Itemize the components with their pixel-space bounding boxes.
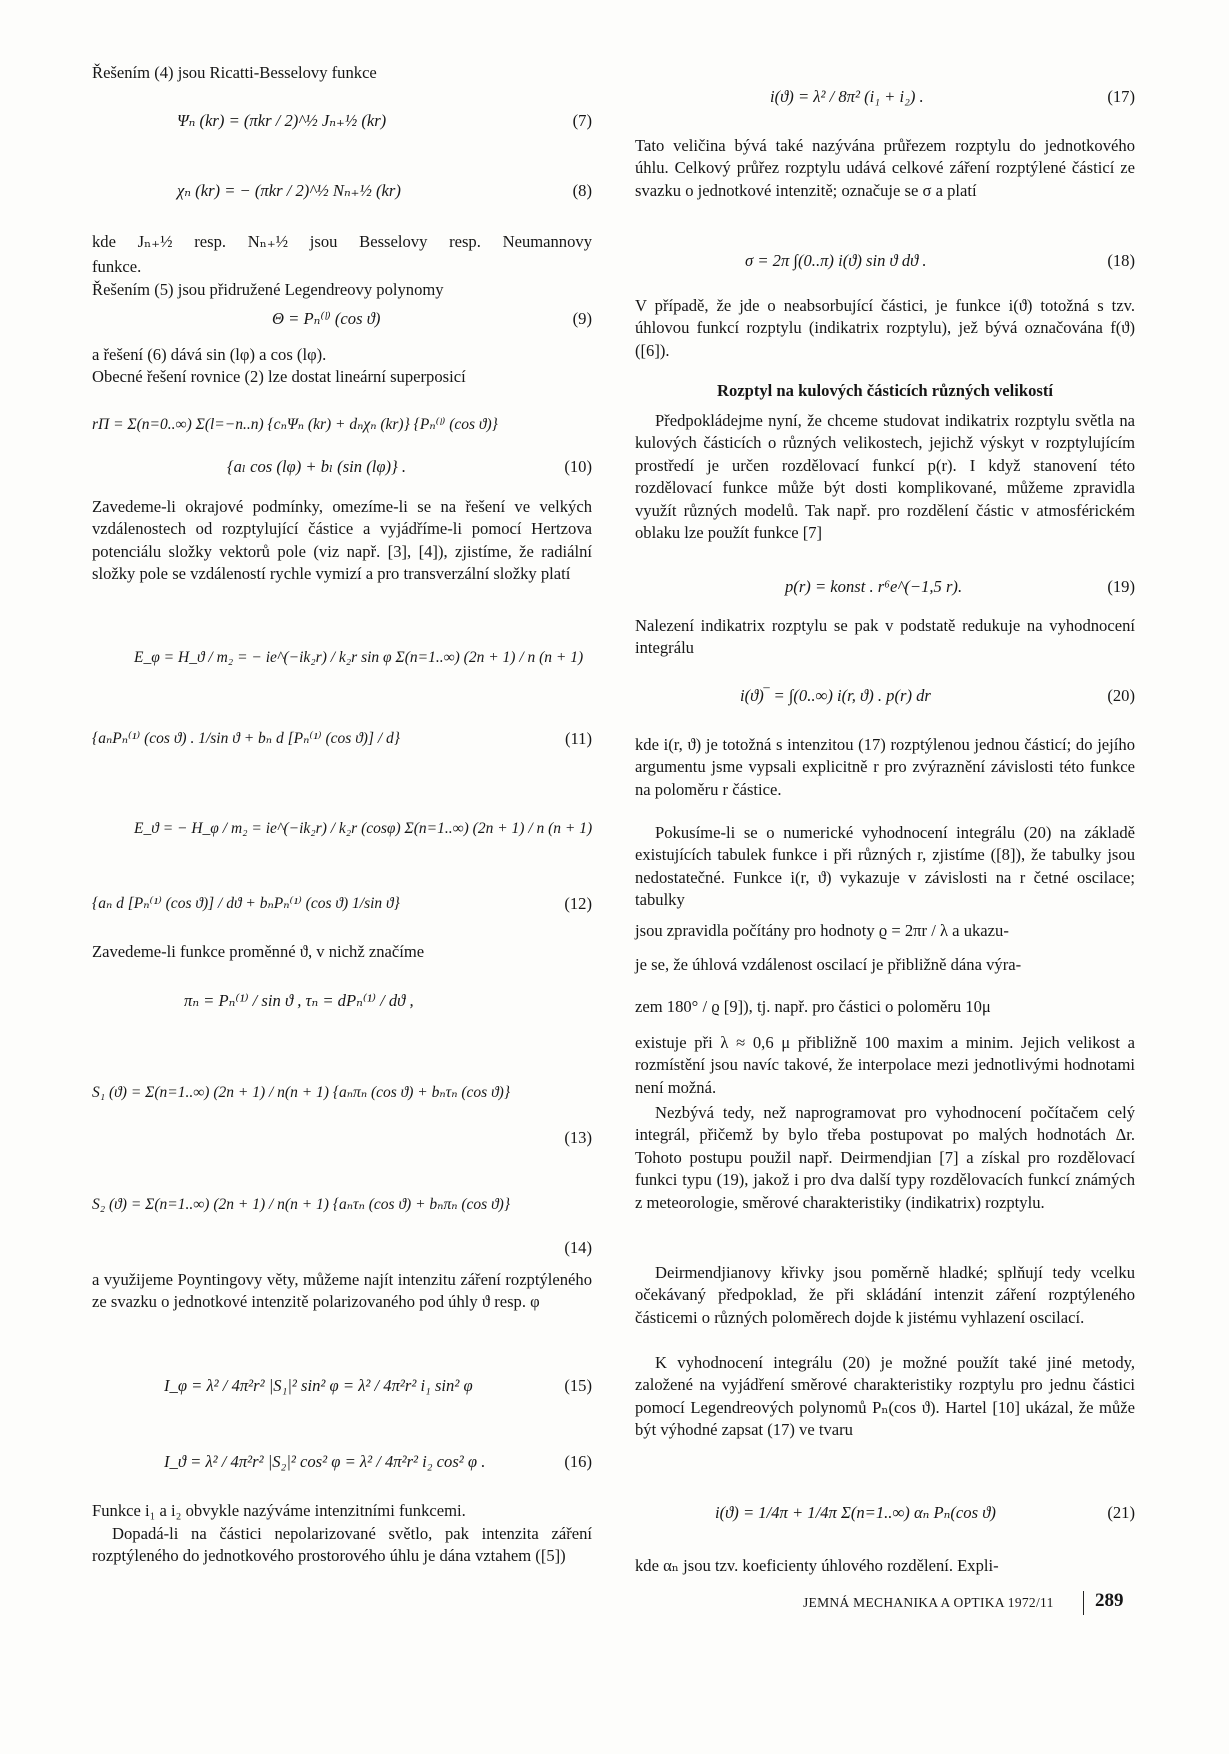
equation-18: σ = 2π ∫(0..π) i(ϑ) sin ϑ dϑ . (745, 251, 927, 270)
equation-number: (16) (564, 1452, 592, 1471)
paragraph: a využijeme Poyntingovy věty, můžeme najít intenzitu záření rozptýleného ze svazku o jednotkové intenzitě polarizovaného pod úhly ϑ resp. φ (92, 1270, 592, 1312)
paragraph-line: zem 180° / ϱ [9]), tj. např. pro částici o poloměru 10μ (635, 997, 991, 1016)
equation-pi-tau: πₙ = Pₙ⁽¹⁾ / sin ϑ , τₙ = dPₙ⁽¹⁾ / dϑ , (184, 991, 414, 1010)
equation-number: (18) (1107, 251, 1135, 270)
paragraph: Dopadá-li na částici nepolarizované světlo, pak intenzita záření rozptýleného do jednotkového prostorového úhlu je dána vztahem ([5]) (92, 1524, 592, 1566)
equation-number: (13) (564, 1128, 592, 1147)
paragraph: Funkce i₁ a i₂ obvykle nazýváme intenzitními funkcemi. (92, 1501, 466, 1520)
paragraph: kde i(r, ϑ) je totožná s intenzitou (17) rozptýlenou jednou částicí; do jejího argumentu jsme vypsali explicitně r pro zvýraznění závislosti této funkce na poloměru r částice. (635, 735, 1135, 799)
equation-12-continued: {aₙ d [Pₙ⁽¹⁾ (cos ϑ)] / dϑ + bₙPₙ⁽¹⁾ (cos ϑ) 1/sin ϑ} (92, 895, 400, 912)
paragraph: Tato veličina bývá také nazývána průřezem rozptylu do jednotkového úhlu. Celkový průřez rozptylu udává celkové záření rozptýlené částicí ze svazku o jednotkové intenzitě; označuje se σ a platí (635, 136, 1135, 200)
paragraph: a řešení (6) dává sin (lφ) a cos (lφ). (92, 345, 327, 364)
equation-7: Ψₙ (kr) = (πkr / 2)^½ Jₙ₊½ (kr) (177, 111, 387, 130)
paragraph-line: jsou zpravidla počítány pro hodnoty ϱ = 2πr / λ a ukazu- (635, 921, 1009, 940)
paragraph: Deirmendjianovy křivky jsou poměrně hladké; splňují tedy vcelku očekávaný předpoklad, že při skládání intenzit záření rozptýleného částicemi o různých poloměrech dojde k jistému vyhlazení oscilací. (635, 1263, 1135, 1327)
paragraph: Řešením (5) jsou přidružené Legendreovy polynomy (92, 280, 444, 299)
equation-number: (7) (572, 111, 592, 130)
paragraph: Nezbývá tedy, než naprogramovat pro vyhodnocení počítačem celý integrál, přičemž by bylo třeba postupovat po malých hodnotách Δr. Tohoto postupu použil např. Deirmendjian [7] a získal pro rozdělovací funkci typu (19), jakož i pro dva další typy rozdělovacích funkcí známých z meteorologie, směrové charakteristiky (indikatrix) rozptylu. (635, 1103, 1135, 1212)
equation-9: Θ = Pₙ⁽ˡ⁾ (cos ϑ) (272, 309, 381, 328)
paragraph: kde αₙ jsou tzv. koeficienty úhlového rozdělení. Expli- (635, 1556, 999, 1575)
equation-16: I_ϑ = λ² / 4π²r² |S₂|² cos² φ = λ² / 4π²r² i₂ cos² φ . (164, 1452, 486, 1471)
equation-10: rΠ = Σ(n=0..∞) Σ(l=−n..n) {cₙΨₙ (kr) + dₙχₙ (kr)} {Pₙ⁽ˡ⁾ (cos ϑ)} (92, 416, 498, 433)
footer-divider (1083, 1591, 1084, 1615)
paragraph: V případě, že jde o neabsorbující částici, je funkce i(ϑ) totožná s tzv. úhlovou funkcí rozptylu (indikatrix rozptylu), jež bývá označována f(ϑ) ([6]). (635, 296, 1135, 360)
equation-number: (17) (1107, 87, 1135, 106)
equation-15: I_φ = λ² / 4π²r² |S₁|² sin² φ = λ² / 4π²r² i₁ sin² φ (164, 1376, 473, 1395)
section-heading: Rozptyl na kulových částicích různých velikostí (716, 381, 1054, 400)
paragraph: Nalezení indikatrix rozptylu se pak v podstatě redukuje na vyhodnocení integrálu (635, 616, 1135, 658)
equation-11-continued: {aₙPₙ⁽¹⁾ (cos ϑ) . 1/sin ϑ + bₙ d [Pₙ⁽¹⁾ (cos ϑ)] / d} (92, 730, 400, 747)
equation-number: (15) (564, 1376, 592, 1395)
equation-17: i(ϑ) = λ² / 8π² (i₁ + i₂) . (770, 87, 924, 106)
paragraph-line: je se, že úhlová vzdálenost oscilací je přibližně dána výra- (635, 955, 1022, 974)
equation-number: (10) (564, 457, 592, 476)
paragraph: Obecné řešení rovnice (2) lze dostat lineární superposicí (92, 367, 466, 386)
equation-number: (20) (1107, 686, 1135, 705)
paragraph: Řešením (4) jsou Ricatti-Besselovy funkce (92, 63, 377, 82)
page-number: 289 (1095, 1590, 1124, 1611)
equation-19: p(r) = konst . r⁶e^(−1,5 r). (785, 577, 963, 596)
equation-20: i(ϑ)‾ = ∫(0..∞) i(r, ϑ) . p(r) dr (740, 686, 931, 705)
equation-number: (8) (572, 181, 592, 200)
equation-number: (21) (1107, 1503, 1135, 1522)
paragraph: Pokusíme-li se o numerické vyhodnocení integrálu (20) na základě existujících tabulek funkce i při různých r, zjistíme ([8]), že tabulky jsou nedostatečné. Funkce i(r, ϑ) vykazuje v závislosti na r četné oscilace; tabulky (635, 823, 1135, 910)
equation-number: (12) (564, 894, 592, 913)
paragraph: Zavedeme-li funkce proměnné ϑ, v nichž značíme (92, 942, 425, 961)
paragraph: kde Jₙ₊½ resp. Nₙ₊½ jsou Besselovy resp. Neumannovy (92, 232, 592, 251)
equation-number: (19) (1107, 577, 1135, 596)
equation-number: (9) (572, 309, 592, 328)
equation-21: i(ϑ) = 1/4π + 1/4π Σ(n=1..∞) αₙ Pₙ(cos ϑ) (715, 1503, 996, 1522)
equation-11: E_φ = H_ϑ / m₂ = − ie^(−ik₂r) / k₂r sin φ Σ(n=1..∞) (2n + 1) / n (n + 1) (134, 649, 584, 666)
equation-13: S₁ (ϑ) = Σ(n=1..∞) (2n + 1) / n(n + 1) {aₙπₙ (cos ϑ) + bₙτₙ (cos ϑ)} (92, 1084, 511, 1101)
equation-12: E_ϑ = − H_φ / m₂ = ie^(−ik₂r) / k₂r (cosφ) Σ(n=1..∞) (2n + 1) / n (n + 1) (134, 820, 593, 837)
paragraph: funkce. (92, 257, 142, 276)
paragraph: K vyhodnocení integrálu (20) je možné použít také jiné metody, založené na vyjádření směrové charakteristiky rozptylu pro jednu částici pomocí Legendreových polynomů Pₙ(cos ϑ). Hartel [10] ukázal, že může být výhodné zapsat (17) ve tvaru (635, 1353, 1135, 1440)
equation-14: S₂ (ϑ) = Σ(n=1..∞) (2n + 1) / n(n + 1) {aₙτₙ (cos ϑ) + bₙπₙ (cos ϑ)} (92, 1196, 511, 1213)
paragraph: Předpokládejme nyní, že chceme studovat indikatrix rozptylu světla na kulových částicích o různých velikostech, jejichž výskyt v rozptylujícím prostředí je určen rozdělovací funkcí p(r). I když stanovení této rozdělovací funkce může být dosti komplikované, můžeme zpravidla využít různých modelů. Tak např. pro rozdělení částic v atmosférickém oblaku lze použít funkce [7] (635, 411, 1135, 543)
equation-8: χₙ (kr) = − (πkr / 2)^½ Nₙ₊½ (kr) (177, 181, 401, 200)
paragraph: Zavedeme-li okrajové podmínky, omezíme-li se na řešení ve velkých vzdálenostech od rozptylující částice a vyjádříme-li pomocí Hertzova potenciálu složky vektorů pole (viz např. [3], [4]), zjistíme, že radiální složky pole se vzdáleností rychle vymizí a pro transverzální složky platí (92, 497, 592, 584)
equation-number: (11) (564, 729, 592, 748)
paragraph: existuje při λ ≈ 0,6 μ přibližně 100 maxim a minim. Jejich velikost a rozmístění jsou navíc takové, že interpolace mezi jednotlivými hodnotami není možná. (635, 1033, 1135, 1097)
journal-footer: JEMNÁ MECHANIKA A OPTIKA 1972/11 (803, 1595, 1054, 1610)
equation-10-continued: {aₗ cos (lφ) + bₗ (sin (lφ)} . (227, 457, 406, 476)
equation-number: (14) (564, 1238, 592, 1257)
